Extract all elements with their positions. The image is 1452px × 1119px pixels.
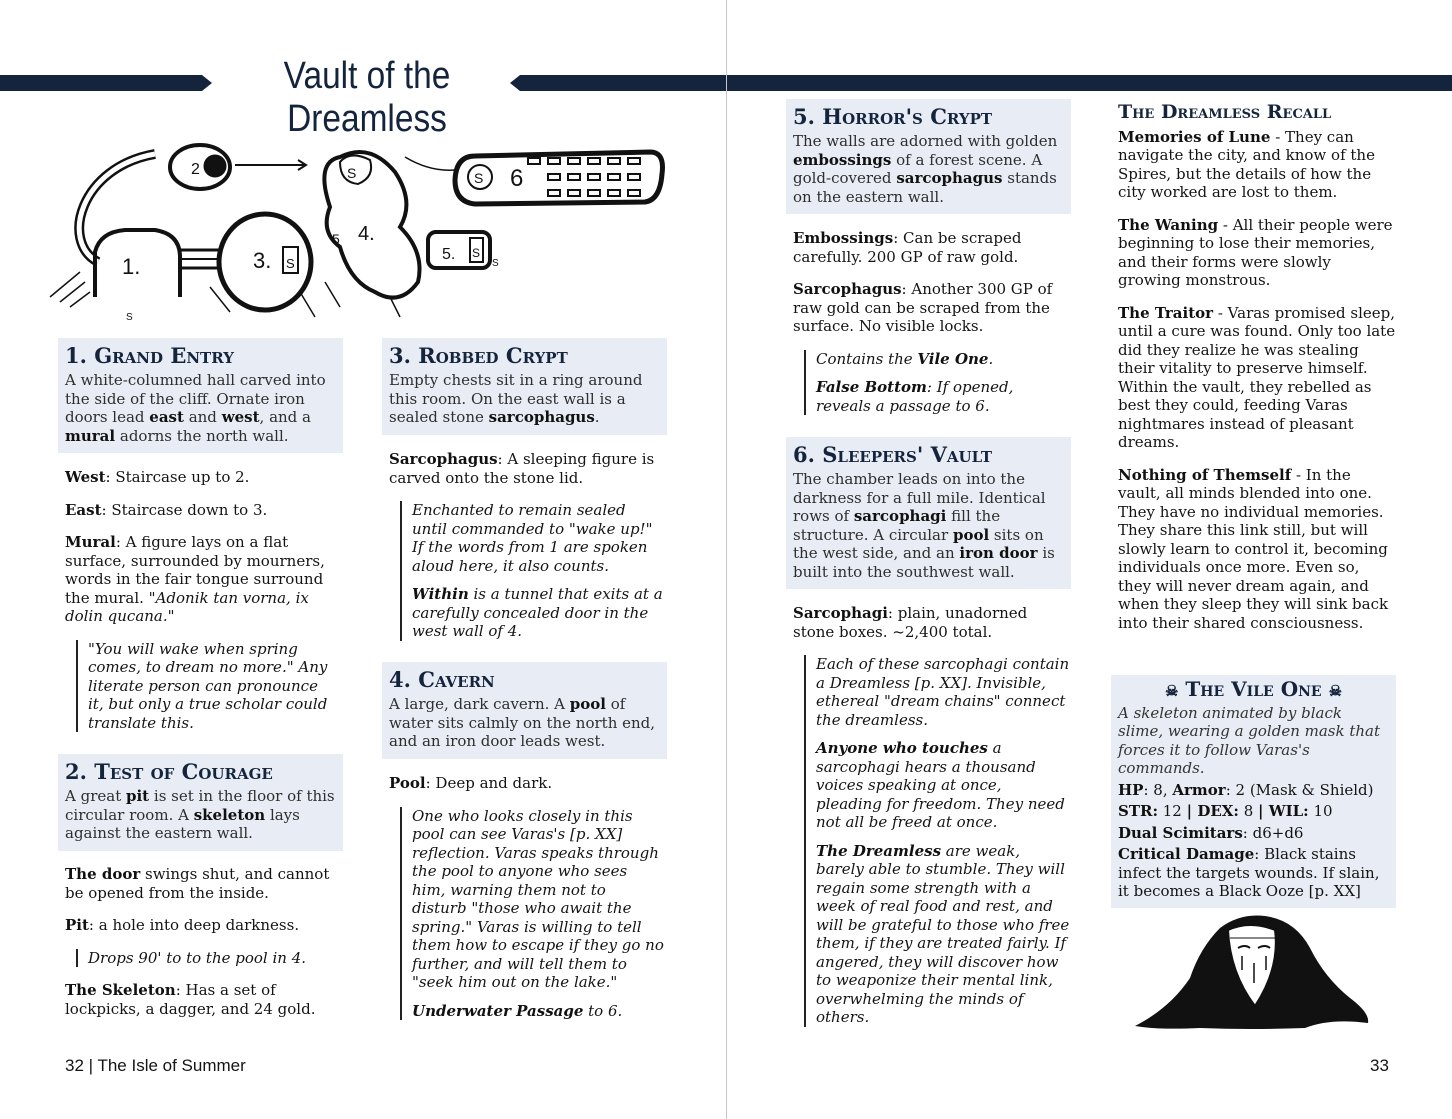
svg-text:5.: 5.	[442, 246, 456, 263]
room-6-header	[786, 437, 1071, 589]
room-6-details	[793, 604, 1071, 1041]
svg-text:2: 2	[191, 161, 200, 178]
recall-item: The Waning - All their people were beginning to lose their memories, and their forms were slowly growing monstrous.	[1118, 215, 1393, 289]
room-4-quote: One who looks closely in this pool can see Varas's [p. XX] reflection. Varas speaks through the pool to anyone who sees him, warning them not to disturb "those who await the spring." Varas is willing to tell them how to escape if they go no further, and will tell them to "seek him out on the lake." Underwater Passage to 6.	[400, 807, 664, 1021]
room-5-quote: Contains the Vile One. False Bottom: If opened, reveals a passage to 6.	[804, 350, 1068, 416]
room-2-header	[58, 754, 343, 851]
room-5-embossings: Embossings: Can be scraped carefully. 200 GP of raw gold.	[793, 229, 1022, 266]
vile-one-illustration	[1130, 908, 1375, 1033]
svg-text:5: 5	[332, 231, 340, 247]
room-1-title: 1. Grand Entry	[65, 343, 234, 368]
recall-heading: The Dreamless Recall	[1118, 101, 1332, 123]
recall-item: The Traitor - Varas promised sleep, until a cure was found. Only too late did they realize he was stealing their vitality to preserve himself. Within the vault, they rebelled as best they could, feeding Varas nightmares instead of pleasant dreams.	[1118, 303, 1396, 451]
room-6-sarcophagi: Sarcophagi: plain, unadorned stone boxes. ~2,400 total.	[793, 604, 1028, 641]
vile-one-statblock	[1111, 675, 1396, 908]
vile-one-critical: Critical Damage: Black stains infect the targets wounds. If slain, it becomes a Black Ooze [p. XX]	[1118, 845, 1380, 900]
room-2-description: A great pit is set in the floor of this circular room. A skeleton lays against the eastern wall.	[65, 787, 335, 842]
room-5-description: The walls are adorned with golden embossings of a forest scene. A gold-covered sarcophagus stands on the eastern wall.	[793, 132, 1058, 206]
room-2-pit-quote: Drops 90' to to the pool in 4.	[76, 949, 340, 968]
room-1-details	[65, 468, 335, 746]
room-6-title: 6. Sleepers' Vault	[793, 442, 993, 467]
vile-one-hp-armor: HP: 8, Armor: 2 (Mask & Shield)	[1118, 780, 1374, 799]
svg-text:S: S	[347, 165, 357, 181]
room-3-sarcophagus: Sarcophagus: A sleeping figure is carved onto the stone lid.	[389, 450, 655, 487]
header-bar-right	[727, 75, 1452, 91]
recall-item: Memories of Lune - They can navigate the city, and know of the Spires, but the details of how the city worked are lost to them.	[1118, 127, 1375, 201]
room-1-mural: Mural: A figure lays on a flat surface, surrounded by mourners, words in the fair tongue surround the mural. "Adonik tan vorna, ix dolin qucana."	[65, 533, 325, 625]
footer-right: 33	[1370, 1056, 1389, 1075]
room-3-details	[389, 450, 664, 655]
page-title: Vault of the Dreamless	[283, 55, 451, 140]
room-2-details	[65, 865, 340, 1032]
room-1-description: A white-columned hall carved into the side of the cliff. Ornate iron doors lead east and west, and a mural adorns the north wall.	[65, 371, 326, 445]
room-5-details	[793, 229, 1068, 429]
header-bar-cap	[202, 75, 212, 91]
room-1-quote: "You will wake when spring comes, to dream no more." Any literate person can pronounce it, but only a true scholar could translate this.	[76, 640, 335, 733]
room-3-quote: Enchanted to remain sealed until commanded to "wake up!" If the words from 1 are spoken aloud here, it also counts. Within is a tunnel that exits at a carefully concealed door in the west wall of 4.	[400, 501, 664, 641]
room-4-pool: Pool: Deep and dark.	[389, 774, 553, 792]
recall-item: Nothing of Themself - In the vault, all minds blended into one. They have no individual memories. They share this link still, but will slowly learn to control it, becoming individuals once more. Even so, they will never dream again, and when they sleep they will sink back into their shared consciousness.	[1118, 465, 1389, 632]
room-4-title: 4. Cavern	[389, 667, 495, 692]
svg-text:4.: 4.	[358, 223, 375, 245]
skull-icon: ☠	[1164, 682, 1179, 700]
vile-one-attack: Dual Scimitars: d6+d6	[1118, 823, 1304, 842]
room-4-description: A large, dark cavern. A pool of water sits calmly on the north end, and an iron door leads west.	[389, 695, 656, 750]
room-2-pit: Pit: a hole into deep darkness.	[65, 916, 300, 934]
room-5-title: 5. Horror's Crypt	[793, 104, 993, 129]
svg-text:6: 6	[510, 165, 524, 192]
vile-one-title: ☠ The Vile One ☠	[1164, 677, 1343, 701]
svg-text:S: S	[126, 312, 133, 323]
room-6-quote: Each of these sarcophagi contain a Dreamless [p. XX]. Invisible, ethereal "dream chains" connect the dreamless. Anyone who touches a sarcophagi hears a thousand voices speaking at once, pleading for freedom. They need not all be freed at once. The Dreamless are weak, barely able to stumble. They will regain some strength with a week of real food and rest, and will be grateful to those who free them, if they are treated fairly. If angered, they will discover how to weaponize their mental link, overwhelming the minds of others.	[804, 655, 1071, 1027]
header-bar-cap	[510, 75, 520, 91]
svg-text:S: S	[286, 256, 295, 271]
room-1-header	[58, 338, 343, 453]
svg-text:3.: 3.	[253, 248, 272, 273]
vile-one-attributes: STR: 12 | DEX: 8 | WIL: 10	[1118, 802, 1333, 820]
header-bar-left	[0, 75, 202, 91]
room-5-sarcophagus: Sarcophagus: Another 300 GP of raw gold can be scraped from the surface. No visible locks.	[793, 280, 1053, 335]
room-1-west: West: Staircase up to 2.	[65, 468, 250, 486]
page-gutter	[726, 0, 727, 1119]
svg-text:1.: 1.	[122, 254, 141, 279]
room-5-header	[786, 99, 1071, 214]
room-3-description: Empty chests sit in a ring around this room. On the east wall is a sealed stone sarcophagus.	[389, 371, 643, 426]
vile-one-description: A skeleton animated by black slime, wearing a golden mask that forces it to follow Varas's commands.	[1118, 703, 1381, 777]
room-4-details	[389, 774, 664, 1034]
header-bar-middle	[520, 75, 726, 91]
svg-text:S: S	[472, 246, 481, 260]
dungeon-map	[40, 122, 670, 332]
footer-left: 32 | The Isle of Summer	[65, 1056, 246, 1075]
room-2-skeleton: The Skeleton: Has a set of lockpicks, a dagger, and 24 gold.	[65, 981, 316, 1018]
dreamless-recall	[1118, 103, 1396, 646]
room-1-east: East: Staircase down to 3.	[65, 500, 268, 519]
room-4-header	[382, 662, 667, 759]
room-3-header	[382, 338, 667, 435]
room-6-description: The chamber leads on into the darkness for a full mile. Identical rows of sarcophagi fill the structure. A circular pool sits on the west side, and an iron door is built into the southwest wall.	[793, 470, 1055, 581]
svg-text:S: S	[492, 258, 499, 269]
skull-icon: ☠	[1328, 682, 1343, 700]
room-2-title: 2. Test of Courage	[65, 759, 273, 784]
svg-text:S: S	[474, 170, 484, 186]
room-2-door: The door swings shut, and cannot be opened from the inside.	[65, 865, 330, 902]
room-3-title: 3. Robbed Crypt	[389, 343, 568, 368]
